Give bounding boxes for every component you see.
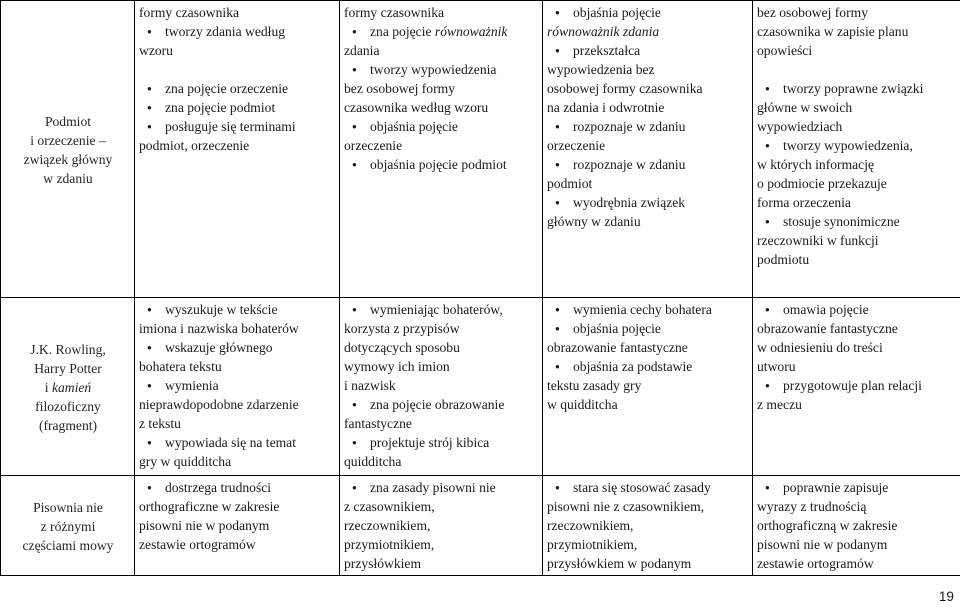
bullet-item: ● omawia pojęcie obrazowanie fantastyczne w odniesieniu do treści utworu — [757, 300, 957, 376]
bullet-item: ● tworzy zdania według wzoru — [139, 22, 336, 60]
bullet-item: ● objaśnia pojęcie orzeczenie — [344, 117, 539, 155]
bullet-item: ● objaśnia pojęcie — [547, 3, 749, 22]
bullet-item: ● rozpoznaje w zdaniu orzeczenie — [547, 117, 749, 155]
bullet-item: ● objaśnia za podstawie tekstu zasady gry w quidditcha — [547, 357, 749, 414]
topic-cell — [1, 1, 135, 298]
text-item: bez osobowej formy czasownika w zapisie planu opowieści — [757, 5, 909, 58]
bullet-item: ● zna pojęcie obrazowanie fantastyczne — [344, 395, 539, 433]
requirement-cell — [135, 476, 340, 576]
bullet-item: ● rozpoznaje w zdaniu podmiot — [547, 155, 749, 193]
bullet-item: ● tworzy poprawne związki główne w swoich wypowiedziach — [757, 79, 957, 136]
topic-cell — [1, 298, 135, 476]
bullet-item: ● wymienia nieprawdopodobne zdarzenie z tekstu — [139, 376, 336, 433]
requirement-cell — [340, 298, 543, 476]
requirement-cell — [340, 476, 543, 576]
bullet-item: ● wypowiada się na temat gry w quidditcha — [139, 433, 336, 471]
requirement-cell — [753, 298, 960, 476]
text-item: równoważnik zdania — [547, 24, 660, 39]
bullet-item: ● tworzy wypowiedzenia bez osobowej formy czasownika według wzoru — [344, 60, 539, 117]
bullet-item: ● stosuje synonimiczne rzeczowniki w funkcji podmiotu — [757, 212, 957, 269]
bullet-item: ● zna zasady pisowni nie z czasownikiem, rzeczownikiem, przymiotnikiem, przysłówkiem — [344, 478, 539, 573]
bullet-item: ● zna pojęcie równoważnik zdania — [344, 22, 539, 60]
requirement-cell — [753, 476, 960, 576]
bullet-item: ● tworzy wypowiedzenia, w których informację o podmiocie przekazuje forma orzeczenia — [757, 136, 957, 212]
requirement-cell — [543, 1, 753, 298]
bullet-item: ● poprawnie zapisuje wyrazy z trudnością orthograficzną w zakresie pisowni nie w podanym zestawie ortogramów — [757, 478, 957, 573]
bullet-item: ● zna pojęcie orzeczenie — [139, 79, 336, 98]
requirement-cell — [135, 298, 340, 476]
topic-title: Pisownia nie z różnymi częściami mowy — [22, 500, 114, 553]
bullet-item: ● wskazuje głównego bohatera tekstu — [139, 338, 336, 376]
table-row — [1, 476, 960, 576]
bullet-item: ● wyszukuje w tekście imiona i nazwiska bohaterów — [139, 300, 336, 338]
bullet-item: ● przekształca wypowiedzenia bez osobowej formy czasownika na zdania i odwrotnie — [547, 41, 749, 117]
table-row — [1, 298, 960, 476]
bullet-item: ● przygotowuje plan relacji z meczu — [757, 376, 957, 414]
text-item: formy czasownika — [344, 5, 445, 20]
bullet-item: ● posługuje się terminami podmiot, orzeczenie — [139, 117, 336, 155]
bullet-item: ● zna pojęcie podmiot — [139, 98, 336, 117]
requirement-cell — [340, 1, 543, 298]
topic-title: Podmiot i orzeczenie – związek główny w zdaniu — [23, 114, 113, 186]
page-number: 19 — [938, 589, 954, 604]
requirement-cell — [543, 298, 753, 476]
requirement-cell — [753, 1, 960, 298]
bullet-item: ● dostrzega trudności orthograficzne w zakresie pisowni nie w podanym zestawie ortogramów — [139, 478, 336, 554]
bullet-item: ● wyodrębnia związek główny w zdaniu — [547, 193, 749, 231]
requirement-cell — [543, 476, 753, 576]
topic-title: J.K. Rowling, Harry Potter i kamień filozoficzny (fragment) — [30, 342, 106, 433]
bullet-item: ● objaśnia pojęcie obrazowanie fantastyczne — [547, 319, 749, 357]
bullet-item: ● projektuje strój kibica quidditcha — [344, 433, 539, 471]
bullet-item: ● wymieniając bohaterów, korzysta z przypisów dotyczących sposobu wymowy ich imion i nazwisk — [344, 300, 539, 395]
text-item: formy czasownika — [139, 5, 240, 20]
topic-cell — [1, 476, 135, 576]
table-row — [1, 1, 960, 298]
bullet-item: ● objaśnia pojęcie podmiot — [344, 155, 539, 174]
requirement-cell — [135, 1, 340, 298]
bullet-item: ● wymienia cechy bohatera — [547, 300, 749, 319]
bullet-item: ● stara się stosować zasady pisowni nie z czasownikiem, rzeczownikiem, przymiotnikiem, przysłówkiem w podanym — [547, 478, 749, 573]
